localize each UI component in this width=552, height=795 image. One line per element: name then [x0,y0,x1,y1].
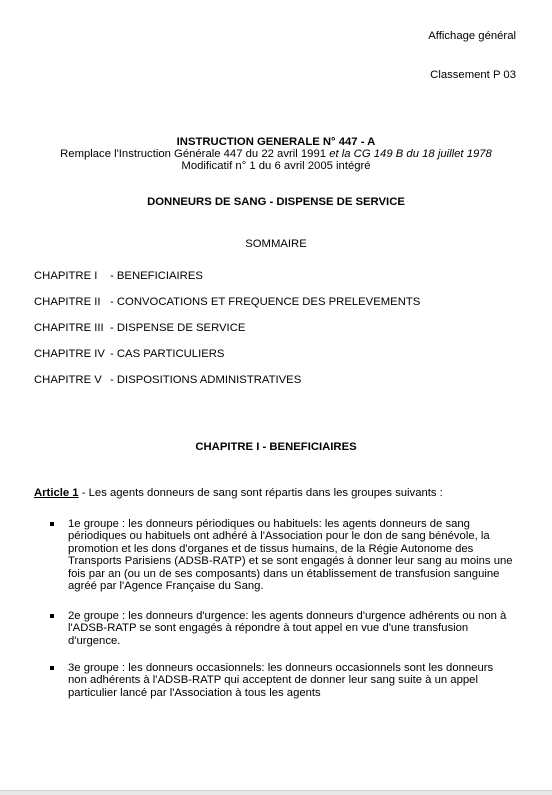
text-line: promotion et les dons d'organes et de tissus humains, de la Régie Autonome des [68,542,474,555]
toc-item [34,270,203,283]
replacement-line [0,148,552,160]
toc-item-label: CHAPITRE II [34,296,101,308]
article-text: - Les agents donneurs de sang sont répartis dans les groupes suivants : [78,487,443,499]
document-subject: DONNEURS DE SANG - DISPENSE DE SERVICE [147,196,405,208]
classement-label: Classement P 03 [430,69,516,81]
list-item-text [68,662,528,699]
toc-item-text: - CAS PARTICULIERS [110,348,225,360]
sommaire-heading: SOMMAIRE [245,238,307,250]
toc-item-text: - BENEFICIAIRES [110,270,203,282]
toc-item-label: CHAPITRE III [34,322,104,334]
text-line: 2e groupe : les donneurs d'urgence: les agents donneurs d'urgence adhérents ou non à [68,610,507,622]
text-line: 3e groupe : les donneurs occasionnels: les donneurs occasionnels sont les donneurs [68,662,494,674]
article-line [34,487,443,500]
toc-item-text: - DISPOSITIONS ADMINISTRATIVES [110,374,302,386]
text-line: particulier lancé par l'Association à tous les agents [68,686,321,699]
replacement-italic-text: et la CG 149 B du 18 juillet 1978 [329,148,492,160]
modificatif-line: Modificatif n° 1 du 6 avril 2005 intégré [181,160,371,172]
bullet-icon [50,614,54,618]
text-line: 1e groupe : les donneurs périodiques ou habituels: les agents donneurs de sang [68,518,470,530]
toc-item-text: - CONVOCATIONS ET FREQUENCE DES PRELEVEMENTS [110,296,421,308]
toc-item-text: - DISPENSE DE SERVICE [110,322,246,334]
text-line: fois par an (ou un de ses composants) dans un établissement de transfusion sanguine [68,567,500,580]
list-item-text [68,610,528,647]
article-label: Article 1 [34,487,79,499]
text-line: agréé par l'Agence Française du Sang. [68,580,264,593]
title-block [0,136,552,172]
text-line: d'urgence. [68,634,121,647]
bullet-icon [50,522,54,526]
text-line: périodiques ou habituels ont adhéré à l'Association pour le don de sang bénévole, la [68,530,490,543]
toc-item [34,374,301,387]
list-item-text [68,518,528,592]
toc-item [34,296,420,309]
toc-item-label: CHAPITRE IV [34,348,105,360]
affichage-label: Affichage général [428,30,516,42]
instruction-title: INSTRUCTION GENERALE N° 447 - A [176,136,376,148]
toc-item-label: CHAPITRE V [34,374,102,386]
toc-item [34,322,245,335]
text-line: non adhérents à l'ADSB-RATP qui acceptent de donner leur sang suite à un appel [68,674,478,687]
toc-item [34,348,224,361]
replacement-text: Remplace l'Instruction Générale 447 du 22 avril 1991 [60,148,327,160]
toc-item-label: CHAPITRE I [34,270,98,282]
chapter-heading: CHAPITRE I - BENEFICIAIRES [195,441,357,453]
text-line: Transports Parisiens (ADSB-RATP) et se sont engagés à donner leur sang au moins une [68,555,513,568]
bullet-icon [50,666,54,670]
text-line: l'ADSB-RATP se sont engagés à répondre à tout appel en vue d'une transfusion [68,622,469,635]
horizontal-scrollbar[interactable] [0,790,552,795]
